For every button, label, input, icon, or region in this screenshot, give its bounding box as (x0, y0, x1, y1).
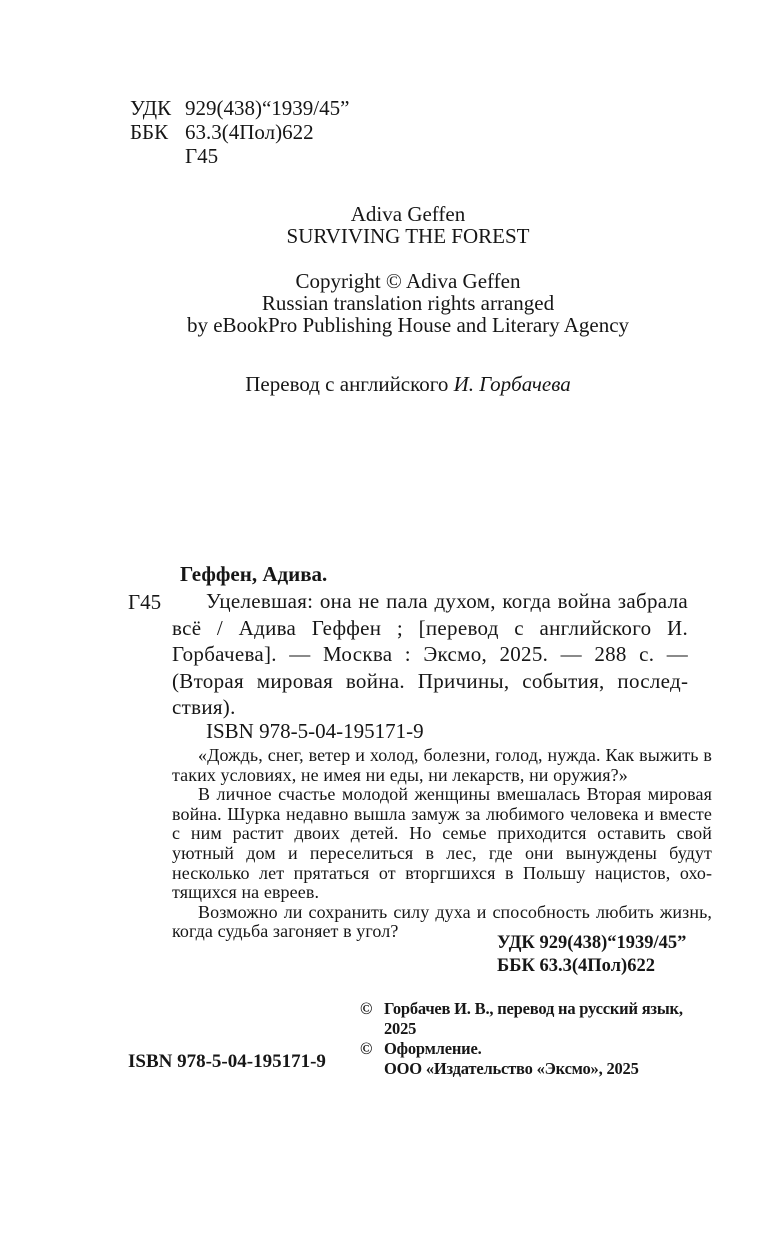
title-block-gap (48, 247, 768, 270)
rights-line-1: Russian translation rights arranged (261, 291, 555, 315)
copyright-line-1: Горбачев И. В., перевод на русский язык, (384, 999, 683, 1018)
bbk-value: 63.3(4Пол)622 (185, 120, 314, 144)
translator-name: И. Горбачева (453, 372, 571, 396)
udk-value: 929(438)“1939/45” (185, 96, 350, 120)
author-original: Adiva Geffen (350, 202, 466, 226)
classification-bottom (497, 932, 686, 978)
original-title-block (48, 203, 768, 336)
copyright-entry-text (384, 1039, 639, 1079)
copyright-line-4: ООО «Издательство «Эксмо», 2025 (384, 1059, 639, 1078)
annotation (172, 746, 712, 942)
bbk-bottom: ББК 63.3(4Пол)622 (497, 956, 655, 976)
title-original: SURVIVING THE FOREST (286, 224, 530, 248)
translator-prefix: Перевод с английского (245, 372, 454, 396)
isbn-line: ISBN 978-5-04-195171-9 (206, 719, 424, 743)
udk-label: УДК (130, 96, 172, 120)
udk-row (130, 96, 349, 120)
rights-line-2: by eBookPro Publishing House and Literary Agency (186, 313, 630, 337)
copyright-line-3: Оформление. (384, 1039, 482, 1058)
bib-description: Уцелевшая: она не пала духом, когда война забрала всё / Адива Геффен ; [перевод с английского И. Горбачева]. — Москва : Эксмо, 2025. — 288 с. — (Вторая мировая война. Причины, события, последствия). (172, 589, 688, 719)
udk-bottom: УДК 929(438)“1939/45” (497, 933, 687, 953)
copyright-line: Copyright © Adiva Geffen (295, 269, 521, 293)
copyright-entry-translation (360, 999, 683, 1039)
author-sign-top: Г45 (185, 144, 219, 168)
author-sign-row (130, 144, 349, 168)
isbn-bottom: ISBN 978-5-04-195171-9 (128, 1051, 326, 1072)
annotation-paragraph-2: В личное счастье молодой женщины вмешалась Вторая мировая война. Шурка недавно вышла замуж за любимого человека и вместе с ним растит двоих детей. Но семье приходится оставить свой уютный дом и переселиться в лес, где они вынуждены будут несколько лет прятаться от вторгшихся в Польшу нацистов, охотящихся на евреев. (172, 784, 712, 903)
author-sign-spacer (130, 144, 185, 168)
bbk-row (130, 120, 349, 144)
copyright-symbol: © (360, 999, 373, 1018)
copyright-block (360, 999, 683, 1079)
copyright-symbol: © (360, 1039, 373, 1058)
bib-heading: Геффен, Адива. (180, 562, 328, 586)
annotation-paragraph-3: Возможно ли сохранить силу духа и способность любить жизнь, когда судьба загоняет в угол? (172, 901, 712, 942)
translator-line (48, 372, 768, 397)
bbk-label: ББК (130, 120, 169, 144)
classification-top (130, 96, 349, 168)
author-sign-margin: Г45 (128, 590, 162, 614)
annotation-paragraph-1: «Дождь, снег, ветер и холод, болезни, голод, нужда. Как выжить в таких условиях, не имея ни еды, ни лекарств, ни оружия?» (172, 745, 712, 785)
copyright-line-2: 2025 (384, 1019, 417, 1038)
copyright-entry-text (384, 999, 683, 1039)
copyright-entry-design (360, 1039, 683, 1079)
